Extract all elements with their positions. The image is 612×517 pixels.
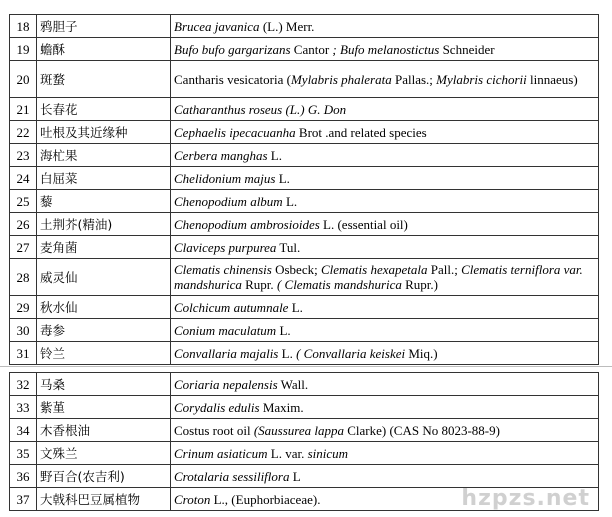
chinese-name: 土荆芥(精油) <box>37 213 171 236</box>
latin-name-segment: L. <box>282 193 298 209</box>
watermark: hzpzs.net <box>461 486 590 511</box>
table-row <box>10 342 599 365</box>
chinese-name: 马桑 <box>37 373 171 396</box>
table-row <box>10 121 599 144</box>
latin-name <box>171 236 599 259</box>
chinese-name: 威灵仙 <box>37 259 171 296</box>
row-number: 37 <box>10 488 37 511</box>
latin-name-segment: L. <box>276 322 291 338</box>
chinese-name: 藜 <box>37 190 171 213</box>
latin-name-segment: Osbeck; <box>271 262 321 277</box>
row-number: 21 <box>10 98 37 121</box>
latin-name-segment: Wall. <box>277 376 309 392</box>
table-row <box>10 465 599 488</box>
latin-name-segment: Cantharis vesicatoria ( <box>174 71 291 87</box>
latin-name <box>171 61 599 98</box>
chinese-name: 木香根油 <box>37 419 171 442</box>
latin-name-segment: L. (essential oil) <box>319 216 408 232</box>
latin-name-italic-segment: ; Bufo melanostictus <box>332 41 440 57</box>
latin-name <box>171 419 599 442</box>
chinese-name: 斑蝥 <box>37 61 171 98</box>
latin-name-italic-segment: Chenopodium album <box>174 193 283 209</box>
row-number: 23 <box>10 144 37 167</box>
latin-name-segment: Miq.) <box>405 345 438 361</box>
latin-name <box>171 144 599 167</box>
latin-name <box>171 38 599 61</box>
chinese-name: 吐根及其近缘种 <box>37 121 171 144</box>
latin-name-italic-segment: Conium maculatum <box>174 322 277 338</box>
latin-name-segment: Pallas.; <box>391 71 437 87</box>
latin-name-segment: Cantor <box>290 41 333 57</box>
latin-name-italic-segment: Claviceps purpurea <box>174 239 277 255</box>
latin-name-italic-segment: Cephaelis ipecacuanha <box>174 124 296 140</box>
latin-name <box>171 190 599 213</box>
latin-name-italic-segment: (Saussurea lappa <box>253 422 344 438</box>
latin-name-segment: L., (Euphorbiaceae). <box>210 491 321 507</box>
latin-name-italic-segment: ( Clematis mandshurica <box>273 277 402 292</box>
latin-name-segment: Costus root oil <box>174 422 254 438</box>
latin-name-italic-segment: Chelidonium majus <box>174 170 276 186</box>
chinese-name: 蟾酥 <box>37 38 171 61</box>
latin-name-segment: L. <box>278 345 293 361</box>
latin-name-italic-segment: Chenopodium ambrosioides <box>174 216 320 232</box>
table-row <box>10 319 599 342</box>
row-number: 27 <box>10 236 37 259</box>
chinese-name: 鸦胆子 <box>37 15 171 38</box>
table-row <box>10 419 599 442</box>
latin-name-segment: L. <box>288 299 303 315</box>
latin-name-segment: L <box>289 468 301 484</box>
latin-name-segment: Pall.; <box>427 262 462 277</box>
chinese-name: 秋水仙 <box>37 296 171 319</box>
latin-name-italic-segment: Coriaria nepalensis <box>174 376 278 392</box>
latin-name-segment: L. <box>275 170 290 186</box>
row-number: 30 <box>10 319 37 342</box>
latin-name-segment: Schneider <box>439 41 495 57</box>
latin-name-italic-segment: ( Convallaria keiskei <box>292 345 406 361</box>
latin-name <box>171 213 599 236</box>
row-number: 32 <box>10 373 37 396</box>
chinese-name: 毒参 <box>37 319 171 342</box>
table-row <box>10 144 599 167</box>
table-row <box>10 236 599 259</box>
latin-name-italic-segment: sinicum <box>307 445 349 461</box>
latin-name-italic-segment: Brucea javanica <box>174 18 260 34</box>
row-number: 20 <box>10 61 37 98</box>
chinese-name: 大戟科巴豆属植物 <box>37 488 171 511</box>
latin-name <box>171 259 599 296</box>
chinese-name: 铃兰 <box>37 342 171 365</box>
latin-name-segment: (L.) Merr. <box>259 18 315 34</box>
table-row <box>10 213 599 236</box>
row-number: 31 <box>10 342 37 365</box>
table-row <box>10 167 599 190</box>
latin-name-italic-segment: Croton <box>174 491 211 507</box>
row-number: 36 <box>10 465 37 488</box>
row-number: 24 <box>10 167 37 190</box>
latin-name <box>171 373 599 396</box>
table-row <box>10 442 599 465</box>
chinese-name: 文殊兰 <box>37 442 171 465</box>
table-row <box>10 373 599 396</box>
latin-name <box>171 342 599 365</box>
latin-name-segment: Clarke) (CAS No 8023-88-9) <box>343 422 500 438</box>
latin-name-segment: Brot .and related species <box>295 124 427 140</box>
table-row <box>10 396 599 419</box>
table-row <box>10 98 599 121</box>
latin-name-italic-segment: Corydalis edulis <box>174 399 260 415</box>
latin-name-segment: Rupr.) <box>401 277 439 292</box>
latin-name-segment: Rupr. <box>241 277 274 292</box>
latin-name <box>171 442 599 465</box>
table-row <box>10 61 599 98</box>
latin-name-italic-segment: Mylabris cichorii <box>436 71 527 87</box>
row-number: 22 <box>10 121 37 144</box>
table-row <box>10 190 599 213</box>
chinese-name: 麦角菌 <box>37 236 171 259</box>
latin-name-italic-segment: Clematis terniflora var. mandshurica <box>174 262 583 292</box>
table-row <box>10 38 599 61</box>
chinese-name: 海杧果 <box>37 144 171 167</box>
chinese-name: 野百合(农吉利) <box>37 465 171 488</box>
latin-name-segment: Tul. <box>276 239 301 255</box>
table-row <box>10 296 599 319</box>
row-number: 19 <box>10 38 37 61</box>
page-divider <box>0 366 612 367</box>
latin-name-italic-segment: Bufo bufo gargarizans <box>174 41 291 57</box>
latin-name <box>171 121 599 144</box>
table-row <box>10 15 599 38</box>
latin-name-italic-segment: Convallaria majalis <box>174 345 279 361</box>
row-number: 29 <box>10 296 37 319</box>
latin-name <box>171 167 599 190</box>
chinese-name: 紫堇 <box>37 396 171 419</box>
row-number: 18 <box>10 15 37 38</box>
latin-name <box>171 15 599 38</box>
latin-name-segment: L. var. <box>267 445 308 461</box>
table-row <box>10 259 599 296</box>
row-number: 26 <box>10 213 37 236</box>
latin-name-italic-segment: Mylabris phalerata <box>290 71 392 87</box>
latin-name-italic-segment: Crinum asiaticum <box>174 445 268 461</box>
latin-name-italic-segment: Clematis hexapetala <box>320 262 428 277</box>
latin-name <box>171 396 599 419</box>
latin-name <box>171 296 599 319</box>
row-number: 28 <box>10 259 37 296</box>
latin-name-segment: linnaeus) <box>526 71 578 87</box>
row-number: 35 <box>10 442 37 465</box>
row-number: 34 <box>10 419 37 442</box>
latin-name <box>171 465 599 488</box>
chinese-name: 白屈菜 <box>37 167 171 190</box>
species-table-part-1 <box>9 14 599 365</box>
latin-name <box>171 98 599 121</box>
chinese-name: 长春花 <box>37 98 171 121</box>
latin-name <box>171 319 599 342</box>
latin-name-segment: L. <box>267 147 282 163</box>
latin-name-italic-segment: Colchicum autumnale <box>174 299 289 315</box>
latin-name-segment: Maxim. <box>259 399 304 415</box>
latin-name-italic-segment: Catharanthus roseus (L.) G. Don <box>174 101 347 117</box>
latin-name-italic-segment: Cerbera manghas <box>174 147 268 163</box>
species-table-body <box>10 15 599 365</box>
latin-name-italic-segment: Crotalaria sessiliflora <box>174 468 290 484</box>
row-number: 33 <box>10 396 37 419</box>
latin-name-italic-segment: Clematis chinensis <box>174 262 272 277</box>
row-number: 25 <box>10 190 37 213</box>
